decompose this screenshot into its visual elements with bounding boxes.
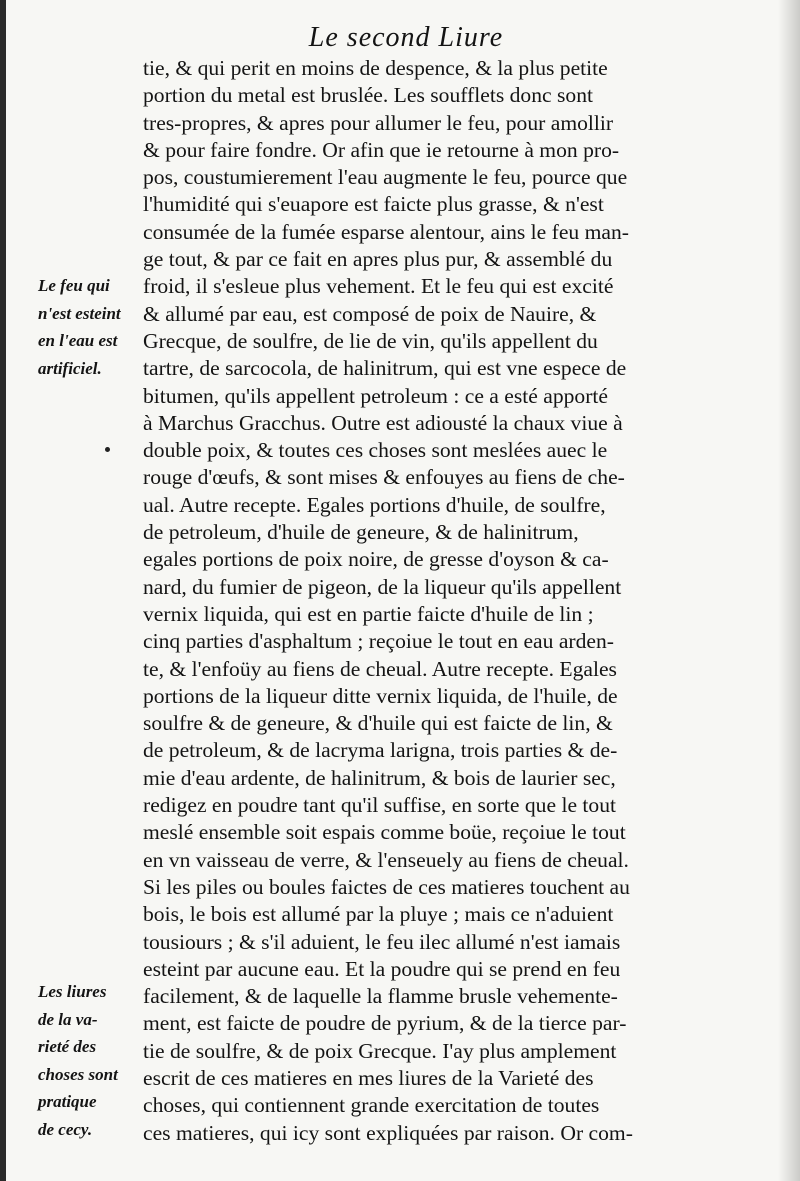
text-line: de petroleum, & de lacryma larigna, trois parties & de- [143, 738, 618, 763]
text-line: & pour faire fondre. Or afin que ie retourne à mon pro- [143, 137, 620, 162]
text-line: l'humidité qui s'euapore est faicte plus grasse, & n'est [143, 192, 604, 217]
text-line: portions de la liqueur ditte vernix liquida, de l'huile, de [143, 683, 618, 708]
margin-note-line: artificiel. [38, 358, 102, 378]
text-line: pos, coustumierement l'eau augmente le feu, pource que [143, 165, 628, 190]
text-line: tie de soulfre, & de poix Grecque. I'ay plus amplement [143, 1038, 617, 1063]
margin-note-line: de la va- [38, 1009, 98, 1029]
text-line: esteint par aucune eau. Et la poudre qui se prend en feu [143, 956, 621, 981]
text-line: mie d'eau ardente, de halinitrum, & bois de laurier sec, [143, 765, 616, 790]
text-line: de petroleum, d'huile de geneure, & de halinitrum, [143, 520, 579, 545]
text-line: consumée de la fumée esparse alentour, ains le feu man- [143, 219, 629, 244]
text-line: tie, & qui perit en moins de despence, & la plus petite [143, 56, 608, 80]
text-line: tres-propres, & apres pour allumer le feu, pour amollir [143, 110, 614, 135]
margin-note-line: rieté des [38, 1037, 97, 1056]
margin-note-fire [38, 272, 148, 382]
margin-note-books [38, 978, 148, 1143]
text-line: bois, le bois est allumé par la pluye ; mais ce n'aduient [143, 902, 614, 927]
text-line: en vn vaisseau de verre, & l'enseuely au fiens de cheual. [143, 847, 629, 872]
text-line: ge tout, & par ce fait en apres plus pur, & assemblé du [143, 247, 613, 272]
text-line: soulfre & de geneure, & d'huile qui est faicte de lin, & [143, 711, 613, 736]
text-line: redigez en poudre tant qu'il suffise, en sorte que le tout [143, 793, 617, 818]
text-line: tousiours ; & s'il aduient, le feu ilec allumé n'est iamais [143, 929, 621, 954]
main-text-block [143, 55, 738, 1147]
margin-note-line: de cecy. [38, 1119, 93, 1139]
text-line: meslé ensemble soit espais comme boüe, reçoiue le tout [143, 820, 626, 845]
text-line: facilement, & de laquelle la flamme brusle vehemente- [143, 984, 618, 1009]
text-line: ces matieres, qui icy sont expliquées par raison. Or com- [143, 1120, 633, 1145]
margin-note-line: choses sont [38, 1064, 118, 1084]
text-line: & allumé par eau, est composé de poix de Nauire, & [143, 301, 597, 326]
margin-note-line: Les liures [38, 982, 107, 1001]
page-edge-shadow [778, 0, 800, 1181]
text-line: egales portions de poix noire, de gresse d'oyson & ca- [143, 547, 609, 572]
text-line: choses, qui contiennent grande exercitation de toutes [143, 1093, 600, 1118]
text-line: double poix, & toutes ces choses sont meslées auec le [143, 438, 608, 463]
text-line: te, & l'enfoüy au fiens de cheual. Autre recepte. Egales [143, 656, 617, 681]
margin-note-line: Le feu qui [38, 276, 110, 295]
text-line: bitumen, qu'ils appellent petroleum : ce a esté apporté [143, 383, 609, 408]
text-line: froid, il s'esleue plus vehement. Et le feu qui est excité [143, 274, 614, 299]
text-line: à Marchus Gracchus. Outre est adiousté la chaux viue à [143, 410, 623, 435]
text-line: Grecque, de soulfre, de lie de vin, qu'ils appellent du [143, 328, 598, 353]
ink-speck [105, 447, 110, 452]
margin-note-line: en l'eau est [38, 331, 118, 350]
text-line: rouge d'œufs, & sont mises & enfouyes au fiens de che- [143, 465, 625, 490]
margin-note-line: n'est esteint [38, 303, 121, 323]
running-head: Le second Liure [308, 22, 504, 53]
text-line: ual. Autre recepte. Egales portions d'huile, de soulfre, [143, 492, 606, 517]
text-line: tartre, de sarcocola, de halinitrum, qui est vne espece de [143, 356, 627, 381]
text-line: vernix liquida, qui est en partie faicte d'huile de lin ; [143, 601, 594, 626]
text-line: ment, est faicte de poudre de pyrium, & de la tierce par- [143, 1011, 627, 1036]
text-line: nard, du fumier de pigeon, de la liqueur qu'ils appellent [143, 574, 622, 599]
text-line: cinq parties d'asphaltum ; reçoiue le tout en eau arden- [143, 629, 614, 654]
text-line: portion du metal est bruslée. Les soufflets donc sont [143, 83, 593, 108]
margin-note-line: pratique [38, 1092, 97, 1111]
text-line: Si les piles ou boules faictes de ces matieres touchent au [143, 874, 630, 899]
text-line: escrit de ces matieres en mes liures de la Varieté des [143, 1065, 594, 1090]
